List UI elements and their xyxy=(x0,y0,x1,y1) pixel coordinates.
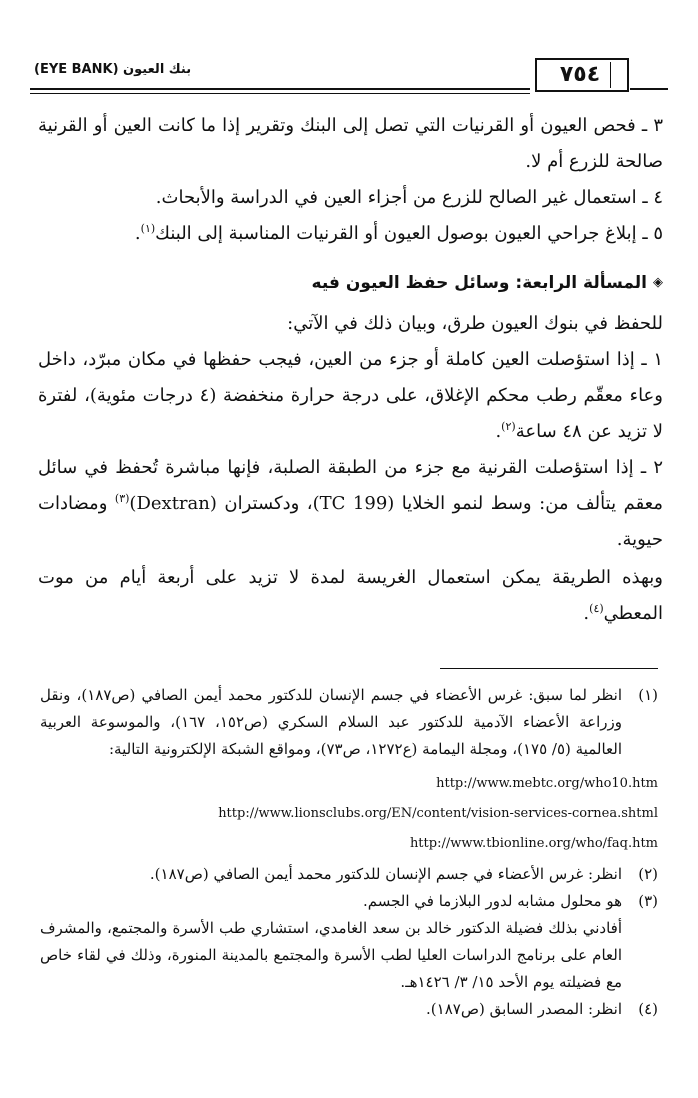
main-text xyxy=(38,108,663,632)
footnote-number: (٢) xyxy=(638,865,658,883)
list-item-3: ٣ ـ فحص العيون أو القرنيات التي تصل إلى البنك وتقرير إذا ما كانت العين أو القرنية صالحة للزرع أم لا. xyxy=(38,115,663,172)
footnote-ref-2[interactable]: (٢) xyxy=(501,420,516,433)
header-rule-thin xyxy=(30,93,530,94)
footnote-1 xyxy=(40,682,658,763)
running-header xyxy=(30,54,668,96)
footnote-text: هو محلول مشابه لدور البلازما في الجسم. xyxy=(362,892,622,910)
header-rule xyxy=(30,88,530,90)
list-item-4: ٤ ـ استعمال غير الصالح للزرع من أجزاء العين في الدراسة والأبحاث. xyxy=(155,187,663,208)
section-heading: ◈المسألة الرابعة: وسائل حفظ العيون فيه xyxy=(38,266,663,300)
footnote-separator xyxy=(440,668,658,669)
footnote-3 xyxy=(40,888,658,915)
page-number-box xyxy=(535,58,629,92)
intro-paragraph: للحفظ في بنوك العيون طرق، وبيان ذلك في الآتي: xyxy=(287,313,663,334)
footnote-text: انظر: غرس الأعضاء في جسم الإنسان للدكتور محمد أيمن الصافي (ص١٨٧). xyxy=(149,865,622,883)
footnote-ref-3[interactable]: (٣) xyxy=(114,492,130,505)
header-rule-tail xyxy=(630,88,668,90)
url-link[interactable]: http://www.lionsclubs.org/EN/content/vision-services-cornea.shtml xyxy=(218,806,658,821)
footnote-text: انظر: المصدر السابق (ص١٨٧). xyxy=(426,1000,622,1018)
url-list xyxy=(40,769,658,859)
footnote-number: (٤) xyxy=(638,1000,658,1018)
method-item-1: ١ ـ إذا استؤصلت العين كاملة أو جزء من العين، فيجب حفظها في مكان مبرّد، داخل وعاء معقّم رطب محكم الإغلاق، على درجة حرارة منخفضة (٤ درجات مئوية)، لفترة لا تزيد عن ٤٨ ساعة$^{(٢)}$. xyxy=(38,349,663,442)
method-item-2: ٢ ـ إذا استؤصلت القرنية مع جزء من الطبقة الصلبة، فإنها مباشرة تُحفظ في سائل معقم يتألف من: وسط لنمو الخلايا (TC 199)، ودكستران (Dextran)$^{(٣)}$ ومضادات حيوية. xyxy=(38,457,663,550)
footnote-ref-4[interactable]: (٤) xyxy=(589,602,604,615)
footnote-3-continuation: أفادني بذلك فضيلة الدكتور خالد بن سعد الغامدي، استشاري طب الأسرة والمجتمع، والمشرف العام على برنامج الدراسات العليا لطب الأسرة والمجتمع بالمدينة المنورة، وذلك في لقاء خاص مع فضيلته يوم الأحد ١٥/ ٣/ ١٤٢٦هـ. xyxy=(40,919,622,991)
list-item-5: ٥ ـ إبلاغ جراحي العيون بوصول العيون أو القرنيات المناسبة إلى البنك$^{(١)}$. xyxy=(134,222,663,244)
footnote-number: (١) xyxy=(638,686,658,704)
page-box-notch xyxy=(610,62,623,88)
footnote-2 xyxy=(40,861,658,888)
footnotes xyxy=(40,682,658,1023)
running-title: بنك العيون (EYE BANK) xyxy=(34,62,192,77)
footnote-4 xyxy=(40,996,658,1023)
url-link[interactable]: http://www.mebtc.org/who10.htm xyxy=(436,776,658,791)
url-link[interactable]: http://www.tbionline.org/who/faq.htm xyxy=(409,836,658,851)
closing-paragraph: وبهذه الطريقة يمكن استعمال الغريسة لمدة لا تزيد على أربعة أيام من موت المعطي$^{(٤)}$. xyxy=(38,567,663,624)
footnote-ref-1[interactable]: (١) xyxy=(140,222,156,235)
diamond-bullet-icon: ◈ xyxy=(653,275,663,290)
page-number: ٧٥٤ xyxy=(559,62,601,87)
footnote-text: انظر لما سبق: غرس الأعضاء في جسم الإنسان للدكتور محمد أيمن الصافي (ص١٨٧)، ونقل وزراعة الأعضاء الآدمية للدكتور عبد السلام السكري (ص١٥٢، ١٦٧)، والموسوعة العربية العالمية (٥/ ١٧٥)، ومجلة اليمامة (ع١٢٧٢، ص٧٣)، ومواقع الشبكة الإلكترونية التالية: xyxy=(40,686,623,758)
footnote-number: (٣) xyxy=(638,892,658,910)
